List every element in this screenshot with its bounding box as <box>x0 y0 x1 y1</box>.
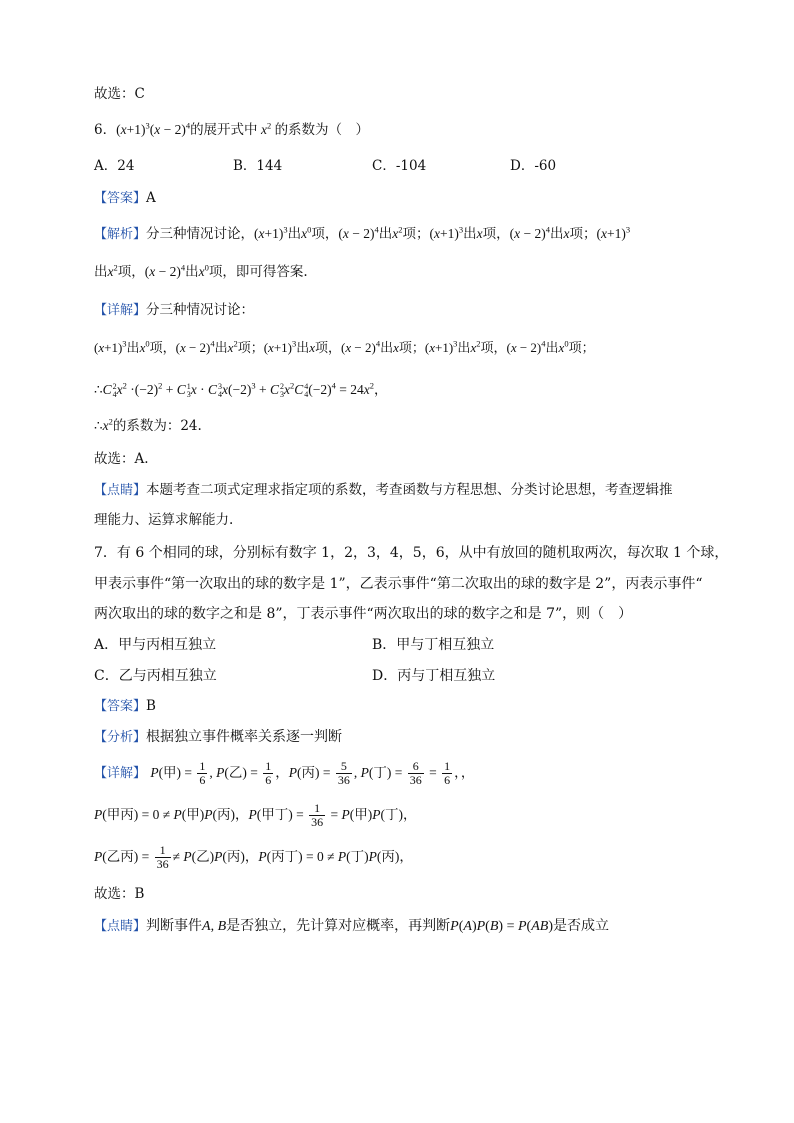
comment-part-1: 判断事件 <box>146 918 203 934</box>
analysis-tag: 【解析】 <box>94 227 147 242</box>
q6-answer <box>94 188 156 209</box>
q6-coef-line <box>94 416 202 436</box>
comment-line-1: 本题考查二项式定理求指定项的系数，考查函数与方程思想、分类讨论思想，考查逻辑推 <box>146 482 673 498</box>
q6-stem <box>94 120 369 140</box>
detail-independence-2: P(乙丙) = $\frac{1}{36}$ ≠ P(乙)P(丙)，P(丙丁) = 0 ≠ P(丁)P(丙)， <box>94 843 413 872</box>
q7-option-b: B．甲与丁相互独立 <box>372 637 495 653</box>
q6-choose: 故选：A. <box>94 451 149 467</box>
q7-analysis <box>94 727 342 748</box>
analysis-formula: $(x+1)^3$出$x^0$项，$(x - 2)^4$出$x^2$项；$(x+1)^3$出x项，$(x - 2)^4$出x项；$(x+1)^3$ <box>254 224 631 241</box>
detail-independence-1: P(甲丙) = 0 ≠ P(甲)P(丙)，P(甲丁) = $\frac{1}{36}$ = P(甲)P(丁)， <box>94 801 417 830</box>
q6-stem-end: 的系数为（ ） <box>274 122 370 138</box>
comment-part-3: 是否成立 <box>552 918 609 934</box>
previous-answer: 故选：C <box>94 86 145 102</box>
q7-detail <box>94 758 474 789</box>
q7-detail-line-2 <box>94 800 417 830</box>
q6-term: $x^2$ <box>260 120 272 137</box>
analysis-formula-2: 出$x^2$项，$(x - 2)^4$出$x^0$项 <box>94 262 223 279</box>
q6-analysis <box>94 224 630 245</box>
detail-lead: 分三种情况讨论： <box>146 302 255 318</box>
answer-value: A <box>146 190 156 206</box>
analysis-end: ，即可得答案. <box>222 264 308 280</box>
q6-number: 6． <box>94 122 117 138</box>
coef-text: 的系数为：24. <box>112 418 202 434</box>
q6-option-a: A．24 <box>94 158 135 174</box>
analysis-lead: 分三种情况讨论， <box>146 226 255 242</box>
q7-detail-line-3 <box>94 842 413 872</box>
comment-events: A, B <box>202 919 227 934</box>
answer-value: B <box>146 698 156 714</box>
q6-detail <box>94 300 254 321</box>
q6-option-b: B．144 <box>233 158 283 174</box>
q7-stem-line-2: 甲表示事件“第一次取出的球的数字是 1”，乙表示事件“第二次取出的球的数字是 2”，丙表示事件“ <box>94 576 703 592</box>
q7-option-a: A．甲与丙相互独立 <box>94 637 217 653</box>
q6-comment <box>94 480 673 501</box>
answer-tag: 【答案】 <box>94 699 147 714</box>
answer-tag: 【答案】 <box>94 191 147 206</box>
q7-stem-line-1: 7．有 6 个相同的球，分别标有数字 1，2，3，4，5，6，从中有放回的随机取两次，每次取 1 个球， <box>94 545 729 561</box>
q7-answer <box>94 696 156 717</box>
q7-choose: 故选：B <box>94 886 145 902</box>
q7-comment <box>94 916 609 937</box>
comment-tag: 【点睛】 <box>94 483 147 498</box>
comment-part-2: 是否独立，先计算对应概率，再判断 <box>226 918 451 934</box>
q6-detail-equation <box>94 380 388 400</box>
q7-stem-line-3: 两次取出的球的数字之和是 8”，丁表示事件“两次取出的球的数字之和是 7”，则（ ） <box>94 606 633 622</box>
q6-comment-cont: 理能力、运算求解能力. <box>94 512 234 528</box>
comment-formula: P(A)P(B) = P(AB) <box>450 919 553 934</box>
q6-option-c: C．-104 <box>372 158 427 174</box>
q6-analysis-cont <box>94 262 308 282</box>
q6-detail-cases <box>94 338 595 359</box>
detail-tag: 【详解】 <box>94 766 147 781</box>
comment-tag: 【点睛】 <box>94 919 147 934</box>
binomial-equation: ∴C 2 4 $x^2 \cdot(-2)^2 + C$ 1 3 x · C 3 4 $x(-2)^3 + C$ 2 3 $x^2C$ 4 4 $(-2)^4 = 24x^2$， <box>94 380 388 399</box>
q7-option-d: D．丙与丁相互独立 <box>372 668 496 684</box>
detail-probabilities: P(甲) = $\frac{1}{6}$ , P(乙) = $\frac{1}{6}$ ，P(丙) = $\frac{5}{36}$ , P(丁) = $\frac{6}{36}$ = $\frac{1}{6}$ ，， <box>150 759 475 788</box>
detail-tag: 【详解】 <box>94 303 147 318</box>
coef-term: $\therefore x^2$ <box>94 416 113 433</box>
q6-option-d: D．-60 <box>510 158 557 174</box>
q6-stem-text: 的展开式中 <box>190 122 258 138</box>
q7-option-c: C．乙与丙相互独立 <box>94 668 217 684</box>
analysis-tag: 【分析】 <box>94 730 147 745</box>
detail-cases-formula: $(x+1)^3$出$x^0$项，$(x - 2)^4$出$x^2$项；$(x+1)^3$出x项，$(x - 2)^4$出x项；$(x+1)^3$出$x^2$项，$(x - 2)^4$出$x^0$项； <box>94 338 595 355</box>
q6-expression: $(x+1)^3(x - 2)^4$ <box>116 120 191 137</box>
analysis-text: 根据独立事件概率关系逐一判断 <box>146 729 343 745</box>
